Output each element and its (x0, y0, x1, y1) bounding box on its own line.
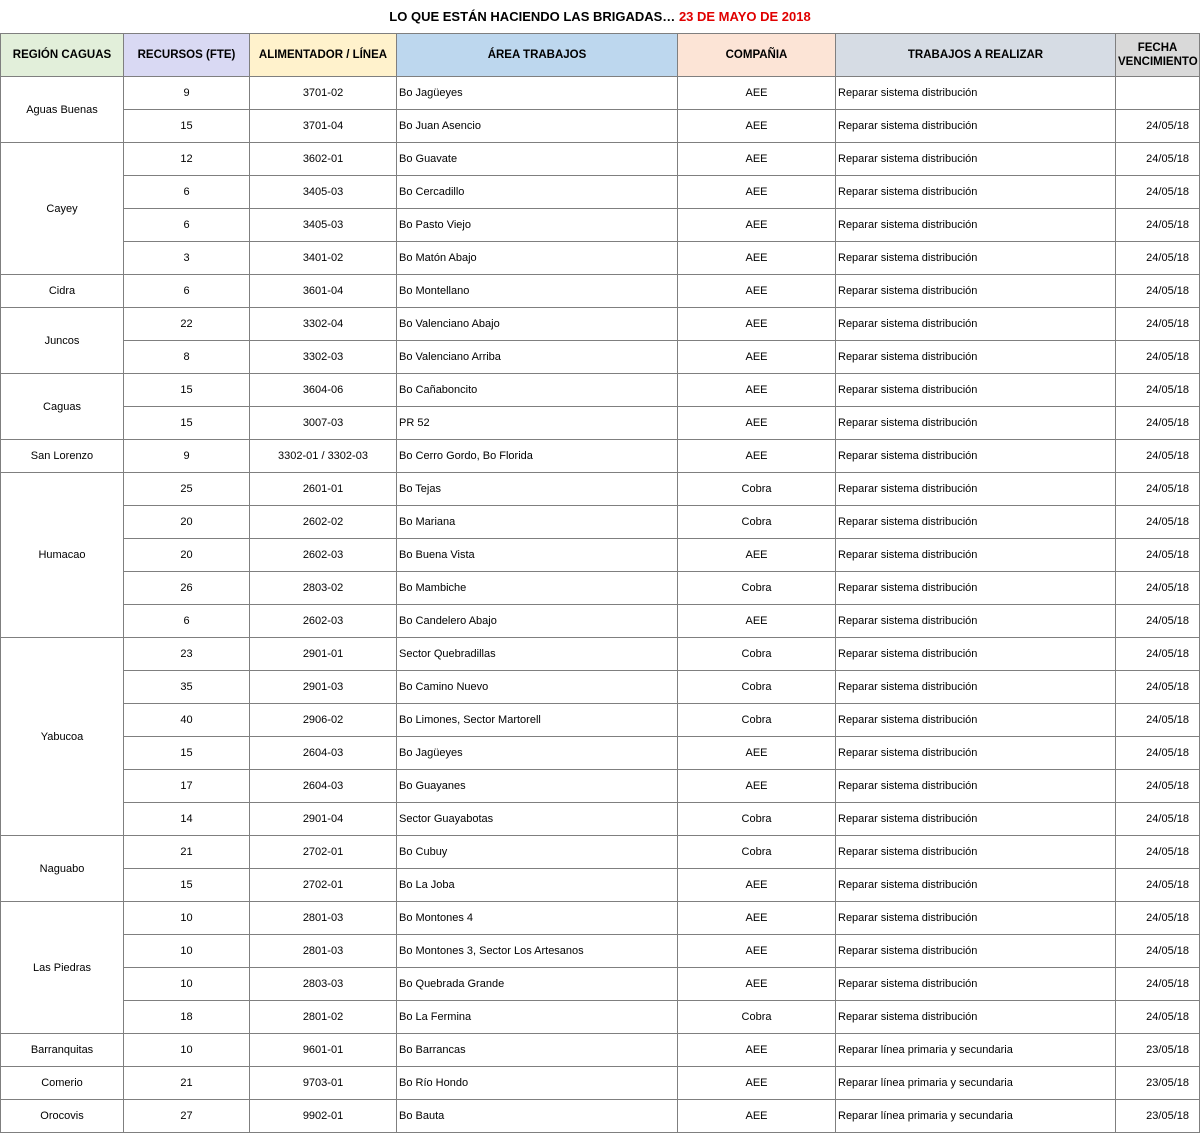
fecha-cell: 24/05/18 (1116, 341, 1200, 374)
area-cell: Sector Quebradillas (397, 638, 678, 671)
fecha-cell: 24/05/18 (1116, 869, 1200, 902)
fecha-cell: 24/05/18 (1116, 143, 1200, 176)
compania-cell: AEE (678, 110, 836, 143)
table-row (1, 770, 1200, 803)
alimentador-cell: 2702-01 (250, 869, 397, 902)
compania-cell: Cobra (678, 473, 836, 506)
area-cell: Bo Valenciano Abajo (397, 308, 678, 341)
recursos-cell: 10 (124, 968, 250, 1001)
recursos-cell: 20 (124, 506, 250, 539)
trabajo-cell: Reparar sistema distribución (836, 473, 1116, 506)
area-cell: Bo Pasto Viejo (397, 209, 678, 242)
fecha-cell: 23/05/18 (1116, 1100, 1200, 1133)
area-cell: Sector Guayabotas (397, 803, 678, 836)
compania-cell: Cobra (678, 572, 836, 605)
trabajo-cell: Reparar sistema distribución (836, 110, 1116, 143)
trabajo-cell: Reparar sistema distribución (836, 341, 1116, 374)
fecha-cell: 23/05/18 (1116, 1067, 1200, 1100)
area-cell: Bo Jagüeyes (397, 77, 678, 110)
area-cell: Bo Río Hondo (397, 1067, 678, 1100)
alimentador-cell: 2906-02 (250, 704, 397, 737)
alimentador-cell: 3302-01 / 3302-03 (250, 440, 397, 473)
compania-cell: Cobra (678, 1001, 836, 1034)
table-row (1, 803, 1200, 836)
table-row (1, 275, 1200, 308)
fecha-cell: 24/05/18 (1116, 308, 1200, 341)
area-cell: Bo Matón Abajo (397, 242, 678, 275)
compania-cell: Cobra (678, 704, 836, 737)
alimentador-cell: 3701-02 (250, 77, 397, 110)
compania-cell: AEE (678, 968, 836, 1001)
alimentador-cell: 3401-02 (250, 242, 397, 275)
title-main: LO QUE ESTÁN HACIENDO LAS BRIGADAS… (389, 9, 676, 24)
trabajo-cell: Reparar sistema distribución (836, 869, 1116, 902)
header-fecha: FECHA VENCIMIENTO (1116, 34, 1200, 77)
alimentador-cell: 3601-04 (250, 275, 397, 308)
area-cell: Bo Barrancas (397, 1034, 678, 1067)
table-row (1, 143, 1200, 176)
table-row (1, 1034, 1200, 1067)
compania-cell: AEE (678, 209, 836, 242)
alimentador-cell: 9902-01 (250, 1100, 397, 1133)
fecha-cell: 24/05/18 (1116, 737, 1200, 770)
trabajo-cell: Reparar sistema distribución (836, 572, 1116, 605)
region-cell: Barranquitas (1, 1034, 124, 1067)
region-cell: Las Piedras (1, 902, 124, 1034)
brigadas-table (0, 33, 1200, 1133)
compania-cell: AEE (678, 935, 836, 968)
compania-cell: Cobra (678, 803, 836, 836)
fecha-cell: 24/05/18 (1116, 176, 1200, 209)
table-row (1, 1100, 1200, 1133)
trabajo-cell: Reparar sistema distribución (836, 440, 1116, 473)
table-body (1, 77, 1200, 1133)
table-row (1, 440, 1200, 473)
fecha-cell: 24/05/18 (1116, 110, 1200, 143)
recursos-cell: 35 (124, 671, 250, 704)
area-cell: Bo Jagüeyes (397, 737, 678, 770)
table-row (1, 869, 1200, 902)
area-cell: PR 52 (397, 407, 678, 440)
title-date: 23 DE MAYO DE 2018 (678, 9, 811, 24)
recursos-cell: 21 (124, 1067, 250, 1100)
fecha-cell: 24/05/18 (1116, 572, 1200, 605)
trabajo-cell: Reparar sistema distribución (836, 803, 1116, 836)
trabajo-cell: Reparar sistema distribución (836, 242, 1116, 275)
table-row (1, 605, 1200, 638)
recursos-cell: 20 (124, 539, 250, 572)
alimentador-cell: 2803-03 (250, 968, 397, 1001)
area-cell: Bo Guavate (397, 143, 678, 176)
trabajo-cell: Reparar sistema distribución (836, 275, 1116, 308)
recursos-cell: 3 (124, 242, 250, 275)
area-cell: Bo Mambiche (397, 572, 678, 605)
region-cell: Naguabo (1, 836, 124, 902)
trabajo-cell: Reparar sistema distribución (836, 671, 1116, 704)
region-cell: San Lorenzo (1, 440, 124, 473)
compania-cell: AEE (678, 176, 836, 209)
trabajo-cell: Reparar sistema distribución (836, 506, 1116, 539)
fecha-cell: 24/05/18 (1116, 374, 1200, 407)
area-cell: Bo Limones, Sector Martorell (397, 704, 678, 737)
fecha-cell: 24/05/18 (1116, 704, 1200, 737)
alimentador-cell: 9601-01 (250, 1034, 397, 1067)
compania-cell: AEE (678, 737, 836, 770)
table-row (1, 110, 1200, 143)
fecha-cell: 24/05/18 (1116, 803, 1200, 836)
alimentador-cell: 2901-03 (250, 671, 397, 704)
fecha-cell: 24/05/18 (1116, 539, 1200, 572)
compania-cell: Cobra (678, 506, 836, 539)
table-row (1, 638, 1200, 671)
compania-cell: AEE (678, 275, 836, 308)
recursos-cell: 10 (124, 1034, 250, 1067)
compania-cell: AEE (678, 1100, 836, 1133)
table-row (1, 308, 1200, 341)
recursos-cell: 23 (124, 638, 250, 671)
area-cell: Bo Camino Nuevo (397, 671, 678, 704)
recursos-cell: 15 (124, 110, 250, 143)
table-row (1, 572, 1200, 605)
compania-cell: AEE (678, 308, 836, 341)
area-cell: Bo Tejas (397, 473, 678, 506)
region-cell: Aguas Buenas (1, 77, 124, 143)
area-cell: Bo Candelero Abajo (397, 605, 678, 638)
fecha-cell: 24/05/18 (1116, 836, 1200, 869)
recursos-cell: 8 (124, 341, 250, 374)
region-cell: Juncos (1, 308, 124, 374)
area-cell: Bo La Joba (397, 869, 678, 902)
fecha-cell: 24/05/18 (1116, 275, 1200, 308)
alimentador-cell: 3302-03 (250, 341, 397, 374)
compania-cell: AEE (678, 605, 836, 638)
table-row (1, 341, 1200, 374)
trabajo-cell: Reparar línea primaria y secundaria (836, 1067, 1116, 1100)
recursos-cell: 6 (124, 209, 250, 242)
header-area: ÁREA TRABAJOS (397, 34, 678, 77)
trabajo-cell: Reparar sistema distribución (836, 1001, 1116, 1034)
region-cell: Humacao (1, 473, 124, 638)
alimentador-cell: 2602-03 (250, 539, 397, 572)
area-cell: Bo Valenciano Arriba (397, 341, 678, 374)
table-row (1, 1067, 1200, 1100)
fecha-cell (1116, 77, 1200, 110)
table-row (1, 473, 1200, 506)
compania-cell: Cobra (678, 836, 836, 869)
table-row (1, 671, 1200, 704)
recursos-cell: 15 (124, 737, 250, 770)
fecha-cell: 24/05/18 (1116, 506, 1200, 539)
compania-cell: AEE (678, 539, 836, 572)
area-cell: Bo Montellano (397, 275, 678, 308)
recursos-cell: 18 (124, 1001, 250, 1034)
recursos-cell: 9 (124, 440, 250, 473)
trabajo-cell: Reparar línea primaria y secundaria (836, 1100, 1116, 1133)
recursos-cell: 21 (124, 836, 250, 869)
alimentador-cell: 2901-04 (250, 803, 397, 836)
header-row (1, 34, 1200, 77)
page-title (0, 0, 1200, 33)
compania-cell: AEE (678, 143, 836, 176)
compania-cell: AEE (678, 440, 836, 473)
compania-cell: AEE (678, 1067, 836, 1100)
area-cell: Bo Buena Vista (397, 539, 678, 572)
region-cell: Yabucoa (1, 638, 124, 836)
alimentador-cell: 9703-01 (250, 1067, 397, 1100)
area-cell: Bo Montones 4 (397, 902, 678, 935)
header-trabajos: TRABAJOS A REALIZAR (836, 34, 1116, 77)
fecha-cell: 24/05/18 (1116, 968, 1200, 1001)
recursos-cell: 6 (124, 275, 250, 308)
alimentador-cell: 2803-02 (250, 572, 397, 605)
trabajo-cell: Reparar sistema distribución (836, 935, 1116, 968)
table-row (1, 935, 1200, 968)
recursos-cell: 15 (124, 374, 250, 407)
compania-cell: AEE (678, 341, 836, 374)
area-cell: Bo Guayanes (397, 770, 678, 803)
alimentador-cell: 3602-01 (250, 143, 397, 176)
trabajo-cell: Reparar sistema distribución (836, 308, 1116, 341)
fecha-cell: 24/05/18 (1116, 407, 1200, 440)
recursos-cell: 9 (124, 77, 250, 110)
trabajo-cell: Reparar sistema distribución (836, 209, 1116, 242)
compania-cell: Cobra (678, 638, 836, 671)
fecha-cell: 24/05/18 (1116, 209, 1200, 242)
alimentador-cell: 2601-01 (250, 473, 397, 506)
recursos-cell: 27 (124, 1100, 250, 1133)
area-cell: Bo Juan Asencio (397, 110, 678, 143)
table-row (1, 1001, 1200, 1034)
table-row (1, 506, 1200, 539)
table-row (1, 242, 1200, 275)
trabajo-cell: Reparar sistema distribución (836, 407, 1116, 440)
area-cell: Bo Cañaboncito (397, 374, 678, 407)
table-row (1, 968, 1200, 1001)
compania-cell: AEE (678, 770, 836, 803)
alimentador-cell: 3604-06 (250, 374, 397, 407)
table-row (1, 374, 1200, 407)
fecha-cell: 24/05/18 (1116, 770, 1200, 803)
table-row (1, 176, 1200, 209)
region-cell: Caguas (1, 374, 124, 440)
area-cell: Bo La Fermina (397, 1001, 678, 1034)
area-cell: Bo Cerro Gordo, Bo Florida (397, 440, 678, 473)
fecha-cell: 24/05/18 (1116, 242, 1200, 275)
trabajo-cell: Reparar sistema distribución (836, 638, 1116, 671)
compania-cell: AEE (678, 869, 836, 902)
alimentador-cell: 2801-02 (250, 1001, 397, 1034)
recursos-cell: 14 (124, 803, 250, 836)
alimentador-cell: 2604-03 (250, 770, 397, 803)
recursos-cell: 40 (124, 704, 250, 737)
region-cell: Comerio (1, 1067, 124, 1100)
fecha-cell: 24/05/18 (1116, 1001, 1200, 1034)
alimentador-cell: 2602-03 (250, 605, 397, 638)
compania-cell: AEE (678, 77, 836, 110)
table-row (1, 836, 1200, 869)
fecha-cell: 24/05/18 (1116, 605, 1200, 638)
recursos-cell: 10 (124, 935, 250, 968)
table-row (1, 539, 1200, 572)
trabajo-cell: Reparar sistema distribución (836, 143, 1116, 176)
area-cell: Bo Bauta (397, 1100, 678, 1133)
recursos-cell: 10 (124, 902, 250, 935)
region-cell: Cayey (1, 143, 124, 275)
header-alimentador: ALIMENTADOR / LÍNEA (250, 34, 397, 77)
alimentador-cell: 2604-03 (250, 737, 397, 770)
header-recursos: RECURSOS (FTE) (124, 34, 250, 77)
region-cell: Cidra (1, 275, 124, 308)
trabajo-cell: Reparar sistema distribución (836, 77, 1116, 110)
table-row (1, 209, 1200, 242)
alimentador-cell: 2801-03 (250, 902, 397, 935)
compania-cell: AEE (678, 1034, 836, 1067)
trabajo-cell: Reparar sistema distribución (836, 737, 1116, 770)
header-compania: COMPAÑIA (678, 34, 836, 77)
alimentador-cell: 2901-01 (250, 638, 397, 671)
area-cell: Bo Cercadillo (397, 176, 678, 209)
recursos-cell: 12 (124, 143, 250, 176)
table-row (1, 902, 1200, 935)
area-cell: Bo Montones 3, Sector Los Artesanos (397, 935, 678, 968)
alimentador-cell: 3701-04 (250, 110, 397, 143)
trabajo-cell: Reparar sistema distribución (836, 539, 1116, 572)
trabajo-cell: Reparar sistema distribución (836, 902, 1116, 935)
recursos-cell: 22 (124, 308, 250, 341)
fecha-cell: 24/05/18 (1116, 473, 1200, 506)
fecha-cell: 24/05/18 (1116, 902, 1200, 935)
fecha-cell: 24/05/18 (1116, 638, 1200, 671)
alimentador-cell: 3302-04 (250, 308, 397, 341)
recursos-cell: 26 (124, 572, 250, 605)
compania-cell: AEE (678, 242, 836, 275)
recursos-cell: 17 (124, 770, 250, 803)
trabajo-cell: Reparar sistema distribución (836, 770, 1116, 803)
area-cell: Bo Quebrada Grande (397, 968, 678, 1001)
trabajo-cell: Reparar sistema distribución (836, 704, 1116, 737)
alimentador-cell: 3007-03 (250, 407, 397, 440)
compania-cell: AEE (678, 407, 836, 440)
alimentador-cell: 3405-03 (250, 209, 397, 242)
alimentador-cell: 2602-02 (250, 506, 397, 539)
recursos-cell: 15 (124, 407, 250, 440)
trabajo-cell: Reparar sistema distribución (836, 836, 1116, 869)
header-region: REGIÓN CAGUAS (1, 34, 124, 77)
alimentador-cell: 2702-01 (250, 836, 397, 869)
trabajo-cell: Reparar sistema distribución (836, 968, 1116, 1001)
table-row (1, 737, 1200, 770)
area-cell: Bo Mariana (397, 506, 678, 539)
trabajo-cell: Reparar sistema distribución (836, 176, 1116, 209)
compania-cell: AEE (678, 902, 836, 935)
fecha-cell: 24/05/18 (1116, 671, 1200, 704)
region-cell: Orocovis (1, 1100, 124, 1133)
table-row (1, 77, 1200, 110)
fecha-cell: 24/05/18 (1116, 440, 1200, 473)
recursos-cell: 6 (124, 605, 250, 638)
trabajo-cell: Reparar sistema distribución (836, 374, 1116, 407)
compania-cell: Cobra (678, 671, 836, 704)
recursos-cell: 15 (124, 869, 250, 902)
table-row (1, 704, 1200, 737)
alimentador-cell: 2801-03 (250, 935, 397, 968)
fecha-cell: 24/05/18 (1116, 935, 1200, 968)
trabajo-cell: Reparar línea primaria y secundaria (836, 1034, 1116, 1067)
compania-cell: AEE (678, 374, 836, 407)
trabajo-cell: Reparar sistema distribución (836, 605, 1116, 638)
alimentador-cell: 3405-03 (250, 176, 397, 209)
table-row (1, 407, 1200, 440)
recursos-cell: 6 (124, 176, 250, 209)
recursos-cell: 25 (124, 473, 250, 506)
area-cell: Bo Cubuy (397, 836, 678, 869)
fecha-cell: 23/05/18 (1116, 1034, 1200, 1067)
